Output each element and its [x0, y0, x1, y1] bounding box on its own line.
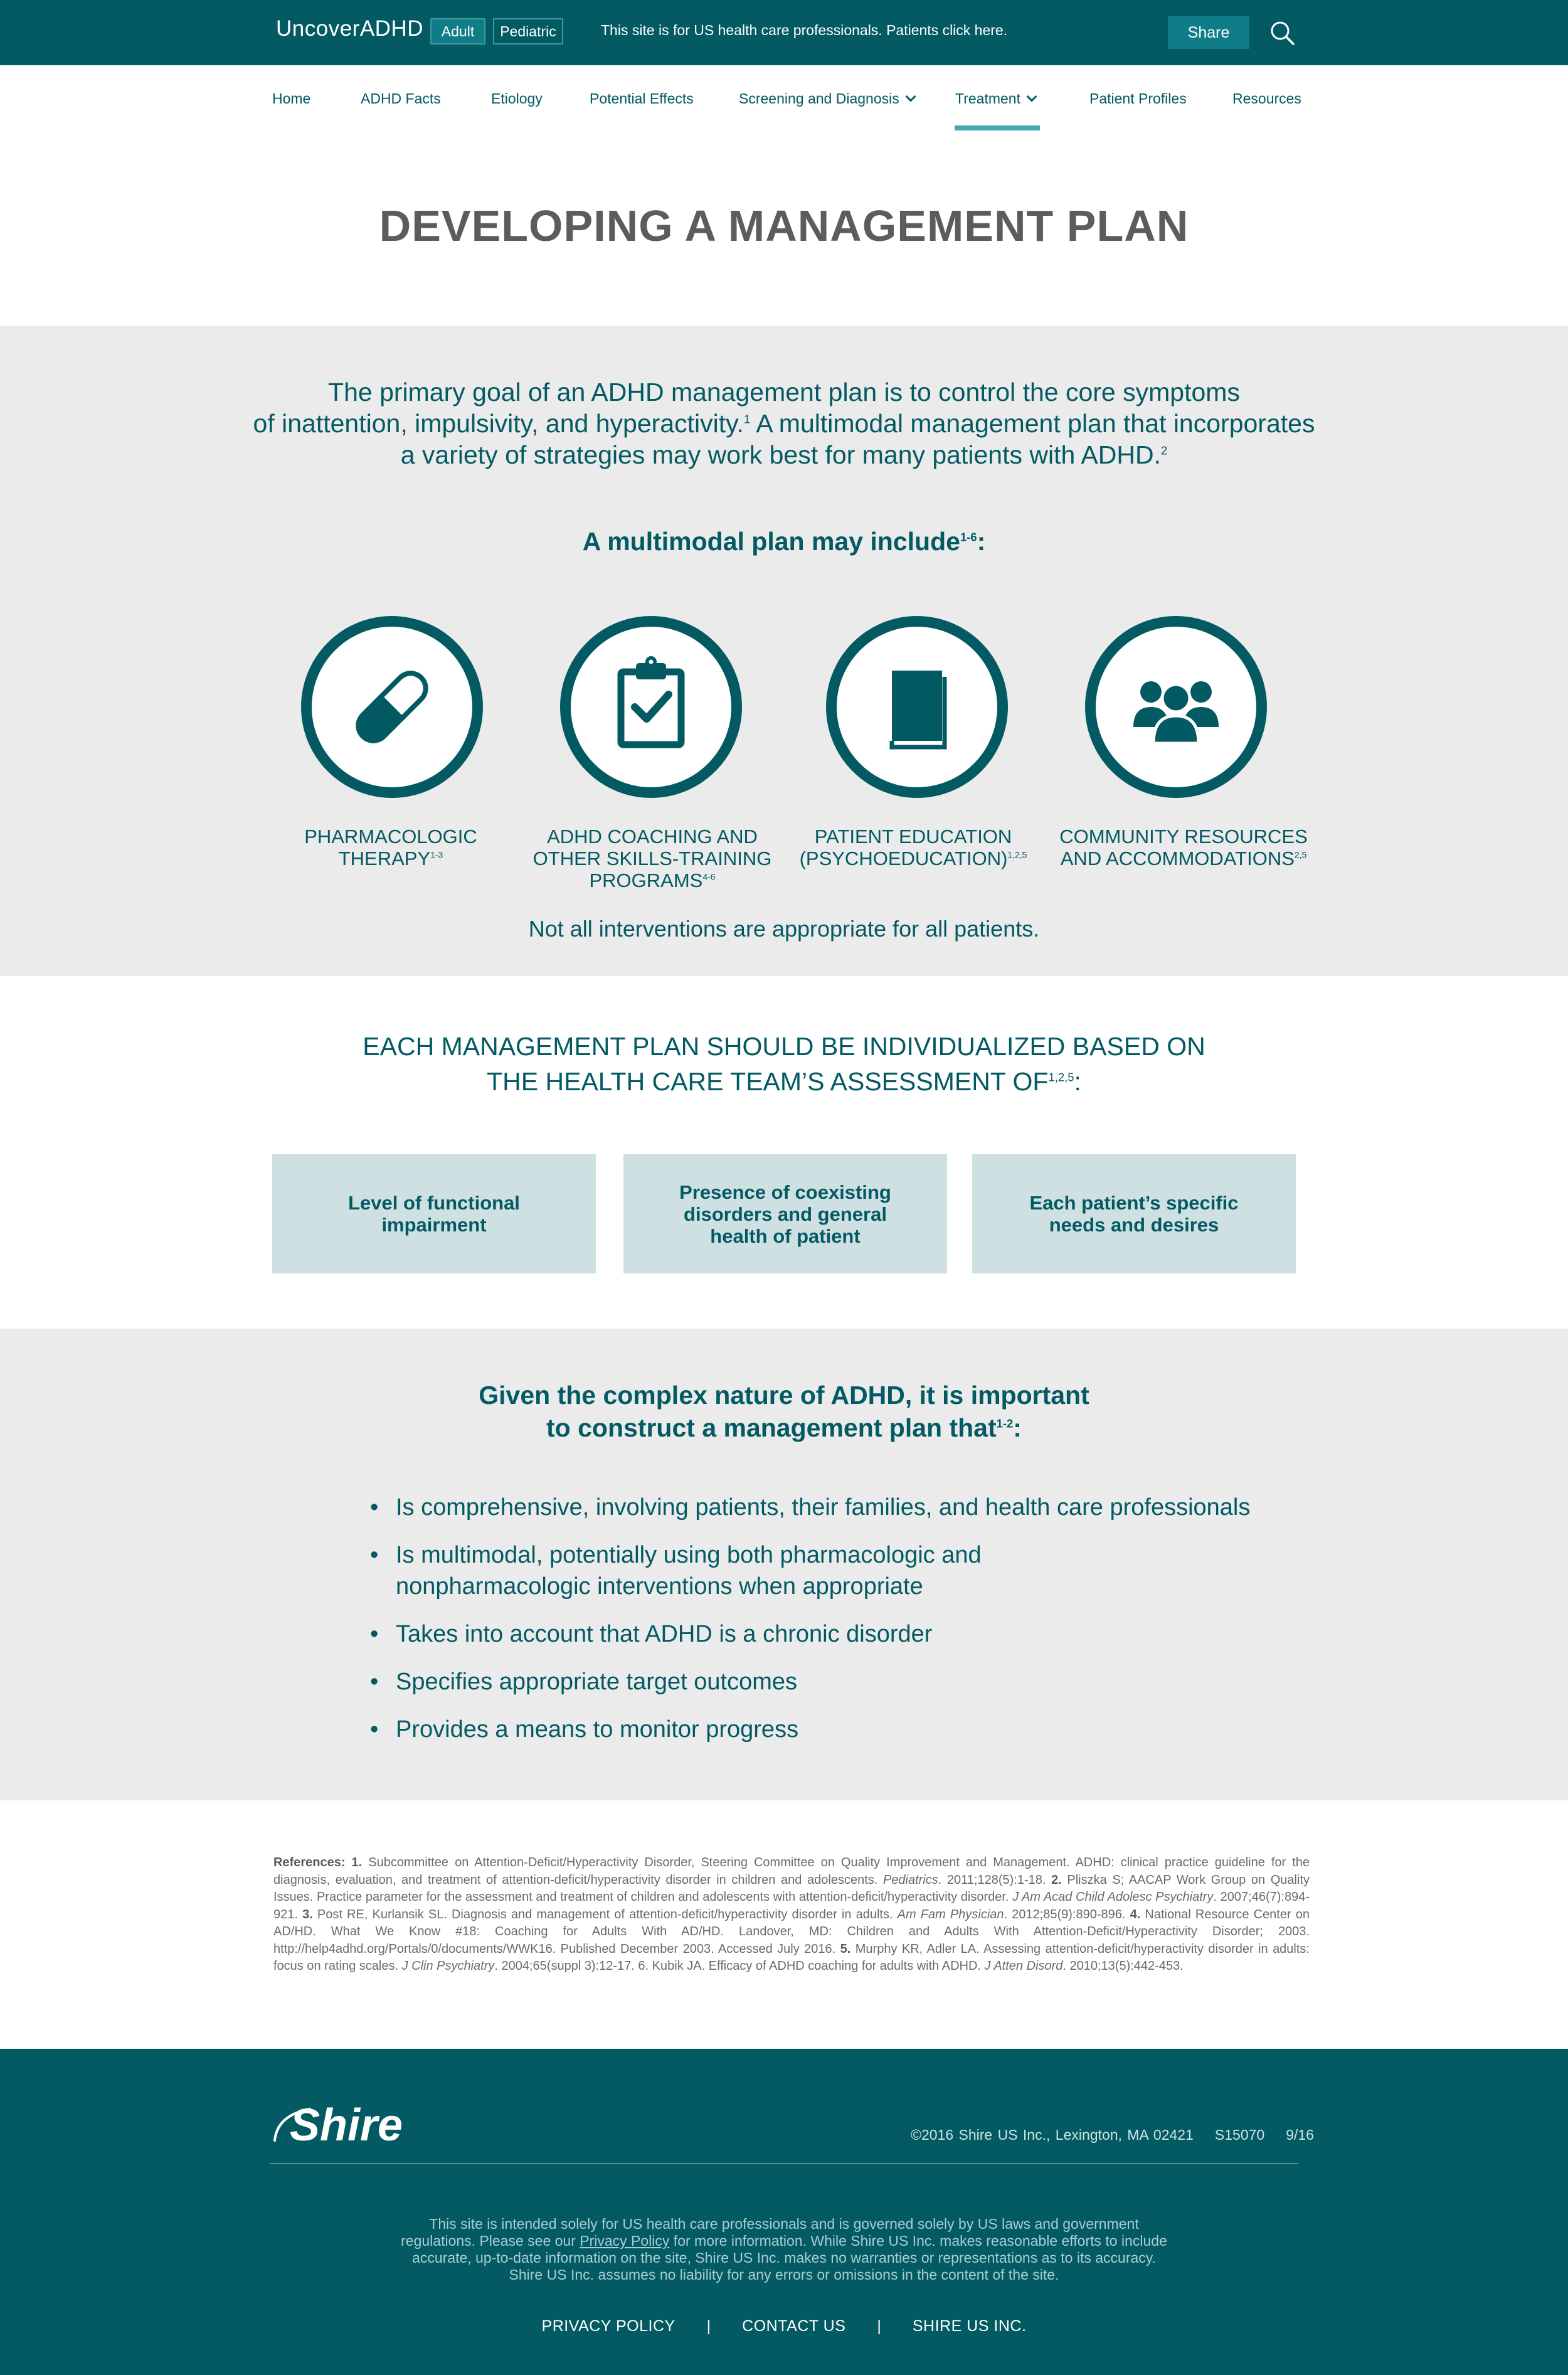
pharmacologic-label: PHARMACOLOGIC THERAPY$^{1-3}$: [304, 826, 477, 869]
construct-heading: Given the complex nature of ADHD, it is important to construct a management plan that$^{1-2}$:: [479, 1381, 1089, 1442]
privacy-policy-inline-link[interactable]: Privacy Policy: [580, 2233, 670, 2249]
top-bar: [0, 0, 1568, 65]
chevron-down-icon: [905, 92, 916, 102]
share-button[interactable]: Share: [1168, 16, 1249, 49]
pharmacologic-circle: [301, 616, 483, 798]
clipboard-check-icon: [571, 627, 731, 787]
footer-divider: [270, 2163, 1298, 2164]
individualized-heading: EACH MANAGEMENT PLAN SHOULD BE INDIVIDUALIZED BASED ON THE HEALTH CARE TEAM’S ASSESSMENT OF$^{1,2,5}$:: [363, 1032, 1205, 1096]
search-icon[interactable]: [1268, 19, 1296, 46]
privacy-policy-link[interactable]: PRIVACY POLICY: [541, 2317, 675, 2335]
list-item: • Takes into account that ADHD is a chronic disorder: [370, 1618, 1261, 1650]
patients-link[interactable]: This site is for US health care professionals. Patients click here.: [601, 22, 1008, 38]
active-nav-indicator: [955, 125, 1040, 130]
nav-resources[interactable]: Resources: [1232, 90, 1301, 107]
pill-icon: [312, 627, 472, 787]
nav-patient-profiles[interactable]: Patient Profiles: [1089, 90, 1187, 107]
construct-bullet-list: [370, 1492, 1261, 1761]
list-item: • Specifies appropriate target outcomes: [370, 1666, 1261, 1698]
multimodal-section: [0, 326, 1568, 976]
nav-etiology[interactable]: Etiology: [491, 90, 543, 107]
nav-adhd-facts[interactable]: ADHD Facts: [361, 90, 441, 107]
footer: [0, 2049, 1568, 2375]
construct-section: [0, 1329, 1568, 1800]
nav-potential-effects[interactable]: Potential Effects: [590, 90, 694, 107]
page-title: DEVELOPING A MANAGEMENT PLAN: [379, 201, 1189, 250]
audience-adult-button[interactable]: Adult: [430, 18, 485, 45]
assessment-box-needs: Each patient’s specific needs and desires: [972, 1154, 1296, 1273]
book-icon: [837, 627, 997, 787]
audience-pediatric-button[interactable]: Pediatric: [493, 18, 563, 45]
community-label: COMMUNITY RESOURCES AND ACCOMMODATIONS$^{2,5}$: [1059, 826, 1308, 869]
main-nav: [0, 65, 1568, 134]
education-circle: [826, 616, 1008, 798]
list-item: • Provides a means to monitor progress: [370, 1714, 1261, 1745]
logo-text: Shire: [290, 2100, 403, 2149]
list-item: • Is multimodal, potentially using both pharmacologic and nonpharmacologic interventions when appropriate: [370, 1539, 1261, 1602]
people-group-icon: [1096, 627, 1256, 787]
chevron-down-icon: [1026, 92, 1037, 102]
community-circle: [1085, 616, 1267, 798]
shire-us-link[interactable]: SHIRE US INC.: [912, 2317, 1027, 2335]
references: References: 1. Subcommittee on Attention-Deficit/Hyperactivity Disorder, Steering Committee on Quality Improvement and Management. ADHD: clinical practice guideline for the diagnosis, evaluation, and treatment of attention-deficit/hyperactivity disorder in children and adolescents. Pediatrics. 2011;128(5):1-18. 2. Pliszka S; AACAP Work Group on Quality Issues. Practice parameter for the assessment and treatment of children and adolescents with attention-deficit/hyperactivity disorder. J Am Acad Child Adolesc Psychiatry. 2007;46(7):894-921. 3. Post RE, Kurlansik SL. Diagnosis and management of attention-deficit/hyperactivity disorder in adults. Am Fam Physician. 2012;85(9):890-896. 4. National Resource Center on AD/HD. What We Know #18: Coaching for Adults With AD/HD. Landover, MD: Children and Adults With Attention-Deficit/Hyperactivity Disorder; 2003. http://help4adhd.org/Portals/0/documents/WWK16. Published December 2003. Accessed July 2016. 5. Murphy KR, Adler LA. Assessing attention-deficit/hyperactivity disorder in adults: focus on rating scales. J Clin Psychiatry. 2004;65(suppl 3):12-17. 6. Kubik JA. Efficacy of ADHD coaching for adults with ADHD. J Atten Disord. 2010;13(5):442-453.: [273, 1856, 1310, 1973]
multimodal-heading: A multimodal plan may include$^{1-6}$:: [582, 527, 986, 556]
contact-us-link[interactable]: CONTACT US: [742, 2317, 846, 2335]
brand-logo[interactable]: UncoverADHD: [276, 16, 423, 41]
nav-treatment[interactable]: Treatment: [955, 90, 1036, 107]
coaching-label: ADHD COACHING AND OTHER SKILLS-TRAINING PROGRAMS$^{4-6}$: [532, 826, 772, 891]
legal-disclaimer: This site is intended solely for US health care professionals and is governed solely by US laws and government regulations. Please see our Privacy Policy for more information. While Shire US Inc. makes reasonable efforts to include accurate, up-to-date information on the site, Shire US Inc. makes no warranties or representations as to its accuracy. Shire US Inc. assumes no liability for any errors or omissions in the content of the site.: [401, 2216, 1167, 2283]
nav-home[interactable]: Home: [272, 90, 311, 107]
footer-links: PRIVACY POLICY | CONTACT US | SHIRE US INC.: [541, 2317, 1027, 2335]
coaching-circle: [560, 616, 742, 798]
assessment-box-coexisting: Presence of coexisting disorders and general health of patient: [623, 1154, 947, 1273]
list-item: • Is comprehensive, involving patients, their families, and health care professionals: [370, 1492, 1261, 1523]
assessment-box-functional: Level of functional impairment: [272, 1154, 596, 1273]
copyright: ©2016 Shire US Inc., Lexington, MA 02421 S15070 9/16: [911, 2127, 1314, 2143]
interventions-note: Not all interventions are appropriate for all patients.: [528, 916, 1040, 942]
intro-paragraph: The primary goal of an ADHD management plan is to control the core symptoms of inattention, impulsivity, and hyperactivity.$^1$ A multimodal management plan that incorporates a variety of strategies may work best for many patients with ADHD.$^2$: [253, 378, 1315, 469]
education-label: PATIENT EDUCATION (PSYCHOEDUCATION)$^{1,2,5}$: [799, 826, 1027, 869]
nav-screening-and-diagnosis[interactable]: Screening and Diagnosis: [739, 90, 914, 107]
shire-logo[interactable]: [271, 2099, 409, 2149]
